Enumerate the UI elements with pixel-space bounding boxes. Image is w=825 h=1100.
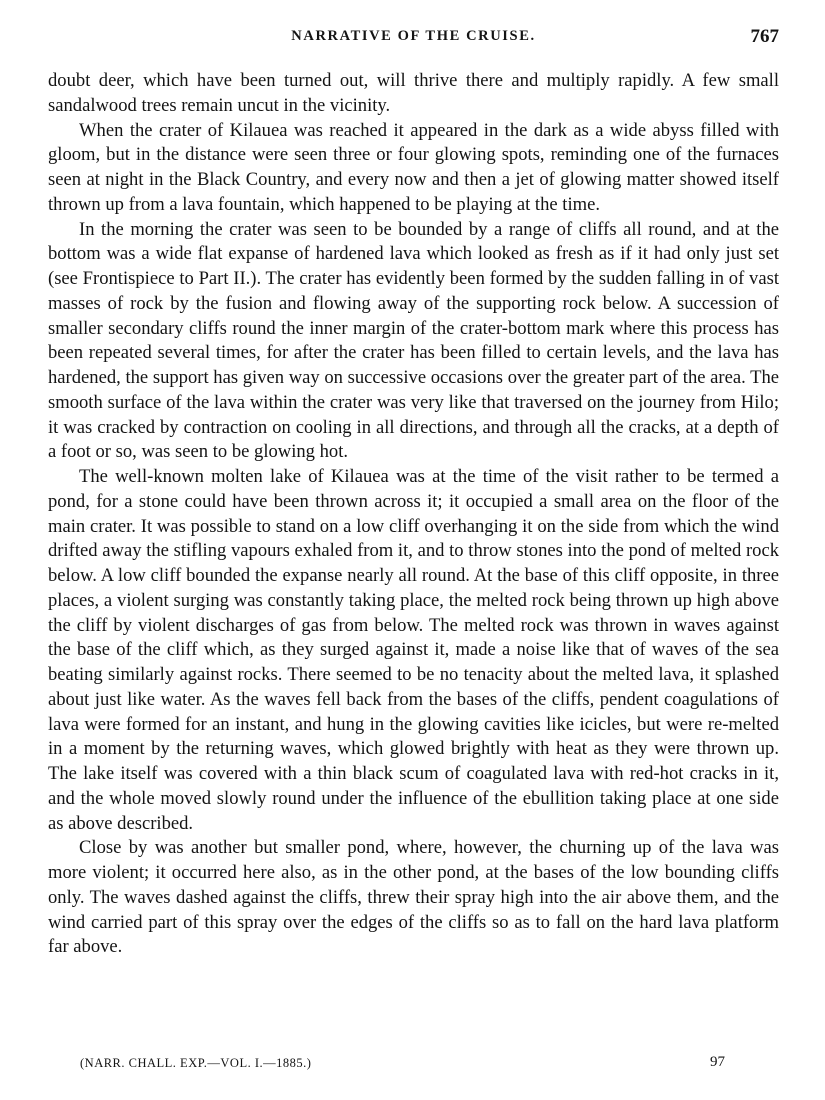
paragraph-crater-morning: In the morning the crater was seen to be bounded by a range of cliffs all round, and at the bottom was a wide flat expanse of hardened lava which looked as fresh as if it had only just set (see Frontispiece to Part II.). The crater has evidently been formed by the sudden falling in of vast masses of rock by the fusion and flowing away of the supporting rock below. A succession of smaller secondary cliffs round the inner margin of the crater-bottom mark where this process has been repeated several times, for after the crater has been filled to certain levels, and the lava has hardened, the support has given way on successive occasions over the greater part of the area. The smooth surface of the lava within the crater was very like that traversed on the journey from Hilo; it was cracked by contraction on cooling in all directions, and through all the cracks, at a depth of a foot or so, was seen to be glowing hot.: [48, 218, 779, 463]
paragraph-continuation: doubt deer, which have been turned out, will thrive there and multiply rapidly. A few small sandalwood trees remain uncut in the vicinity.: [48, 70, 779, 116]
page-number: 767: [750, 26, 779, 47]
page-footer: [80, 1056, 725, 1078]
paragraph-molten-lake: The well-known molten lake of Kilauea was at the time of the visit rather to be termed a pond, for a stone could have been thrown across it; it occupied a small area on the floor of the main crater. It was possible to stand on a low cliff overhanging it on the side from which the wind drifted away the stifling vapours exhaled from it, and to throw stones into the pond of melted rock below. A low cliff bounded the expanse nearly all round. At the base of this cliff opposite, in three places, a violent surging was constantly taking place, the melted rock being thrown up high above the cliff by violent discharges of gas from below. The melted rock was thrown in waves against the base of the cliff which, as they surged against it, made a noise like that of waves of the sea beating similarly against rocks. There seemed to be no tenacity about the melted lava, it splashed about just like water. As the waves fell back from the bases of the cliffs, pendent coagulations of lava were formed for an instant, and hung in the glowing cavities like icicles, but were re-melted in a moment by the returning waves, which glowed brightly with heat as they were thrown up. The lake itself was covered with a thin black scum of coagulated lava with red-hot cracks in it, and the whole moved slowly round under the influence of the ebullition taking place at one side as above described.: [48, 466, 779, 834]
running-title: NARRATIVE OF THE CRUISE.: [291, 28, 536, 44]
body-text: [48, 69, 779, 960]
running-head: [48, 28, 779, 52]
paragraph-crater-arrival: When the crater of Kilauea was reached it appeared in the dark as a wide abyss filled with gloom, but in the distance were seen three or four glowing spots, reminding one of the furnaces seen at night in the Black Country, and every now and then a jet of glowing matter showed itself thrown up from a lava fountain, which happened to be playing at the time.: [48, 119, 779, 215]
footer-reference: (NARR. CHALL. EXP.—VOL. I.—1885.): [80, 1056, 312, 1070]
paragraph-smaller-pond: Close by was another but smaller pond, where, however, the churning up of the lava was more violent; it occurred here also, as in the other pond, at the bases of the low bounding cliffs only. The waves dashed against the cliffs, threw their spray high into the air above them, and the wind carried part of this spray over the edges of the cliffs so as to fall on the hard lava platform far above.: [48, 837, 779, 958]
signature-mark: 97: [710, 1054, 725, 1070]
